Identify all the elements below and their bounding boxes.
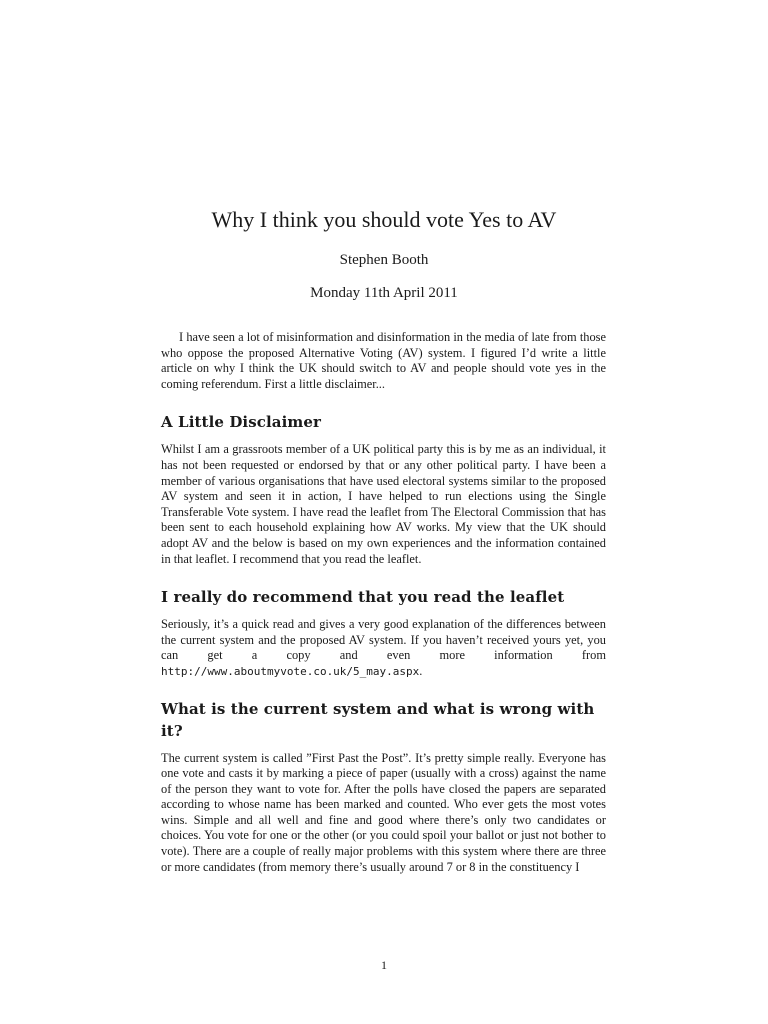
section-heading-disclaimer: A Little Disclaimer — [161, 413, 322, 432]
document-title: Why I think you should vote Yes to AV — [211, 207, 557, 232]
document-date: Monday 11th April 2011 — [310, 285, 458, 301]
document-author: Stephen Booth — [339, 252, 429, 268]
page-number: 1 — [381, 958, 387, 972]
document-body — [161, 330, 606, 875]
section-heading-leaflet: I really do recommend that you read the leaflet — [161, 588, 565, 607]
intro-paragraph: I have seen a lot of misinformation and disinformation in the media of late from those who oppose the proposed Alternative Voting (AV) system. I figured I’d write a little article on why I think the UK should switch to AV and people should vote yes in the coming referendum. First a little disclaimer... — [161, 330, 606, 391]
section-heading-current-system: What is the current system and what is wrong with it? — [161, 699, 595, 740]
section-body-current-system: The current system is called ”First Past the Post”. It’s pretty simple really. Everyone has one vote and casts it by marking a piece of paper (usually with a cross) against the name of the person they want to vote for. After the polls have closed the papers are separated according to whose name has been marked and counted. Who ever gets the most votes wins. Simple and all well and fine and good where there’s only two candidates or choices. You vote for one or the other (or you could spoil your ballot or just not bother to vote). There are a couple of really major problems with this system where there are three or more candidates (from memory there’s usually around 7 or 8 in the constituency I — [161, 750, 606, 874]
leaflet-text: Seriously, it’s a quick read and gives a very good explanation of the differences between the current system and the proposed AV system. If you haven’t received yours yet, you can get a copy and even more information from — [161, 617, 606, 663]
section-body-leaflet — [161, 617, 606, 679]
leaflet-text-end: . — [419, 663, 423, 678]
leaflet-link[interactable]: http://www.aboutmyvote.co.uk/5_may.aspx — [161, 664, 420, 678]
section-body-disclaimer: Whilst I am a grassroots member of a UK political party this is by me as an individual, it has not been requested or endorsed by that or any other political party. I have been a member of various organisations that have used electoral systems similar to the proposed AV system and seen it in action, I have helped to run elections using the Single Transferable Vote system. I have read the leaflet from The Electoral Commission that has been sent to each household explaining how AV works. My view that the UK should adopt AV and the below is based on my own experiences and the information contained in that leaflet. I recommend that you read the leaflet. — [161, 442, 606, 566]
